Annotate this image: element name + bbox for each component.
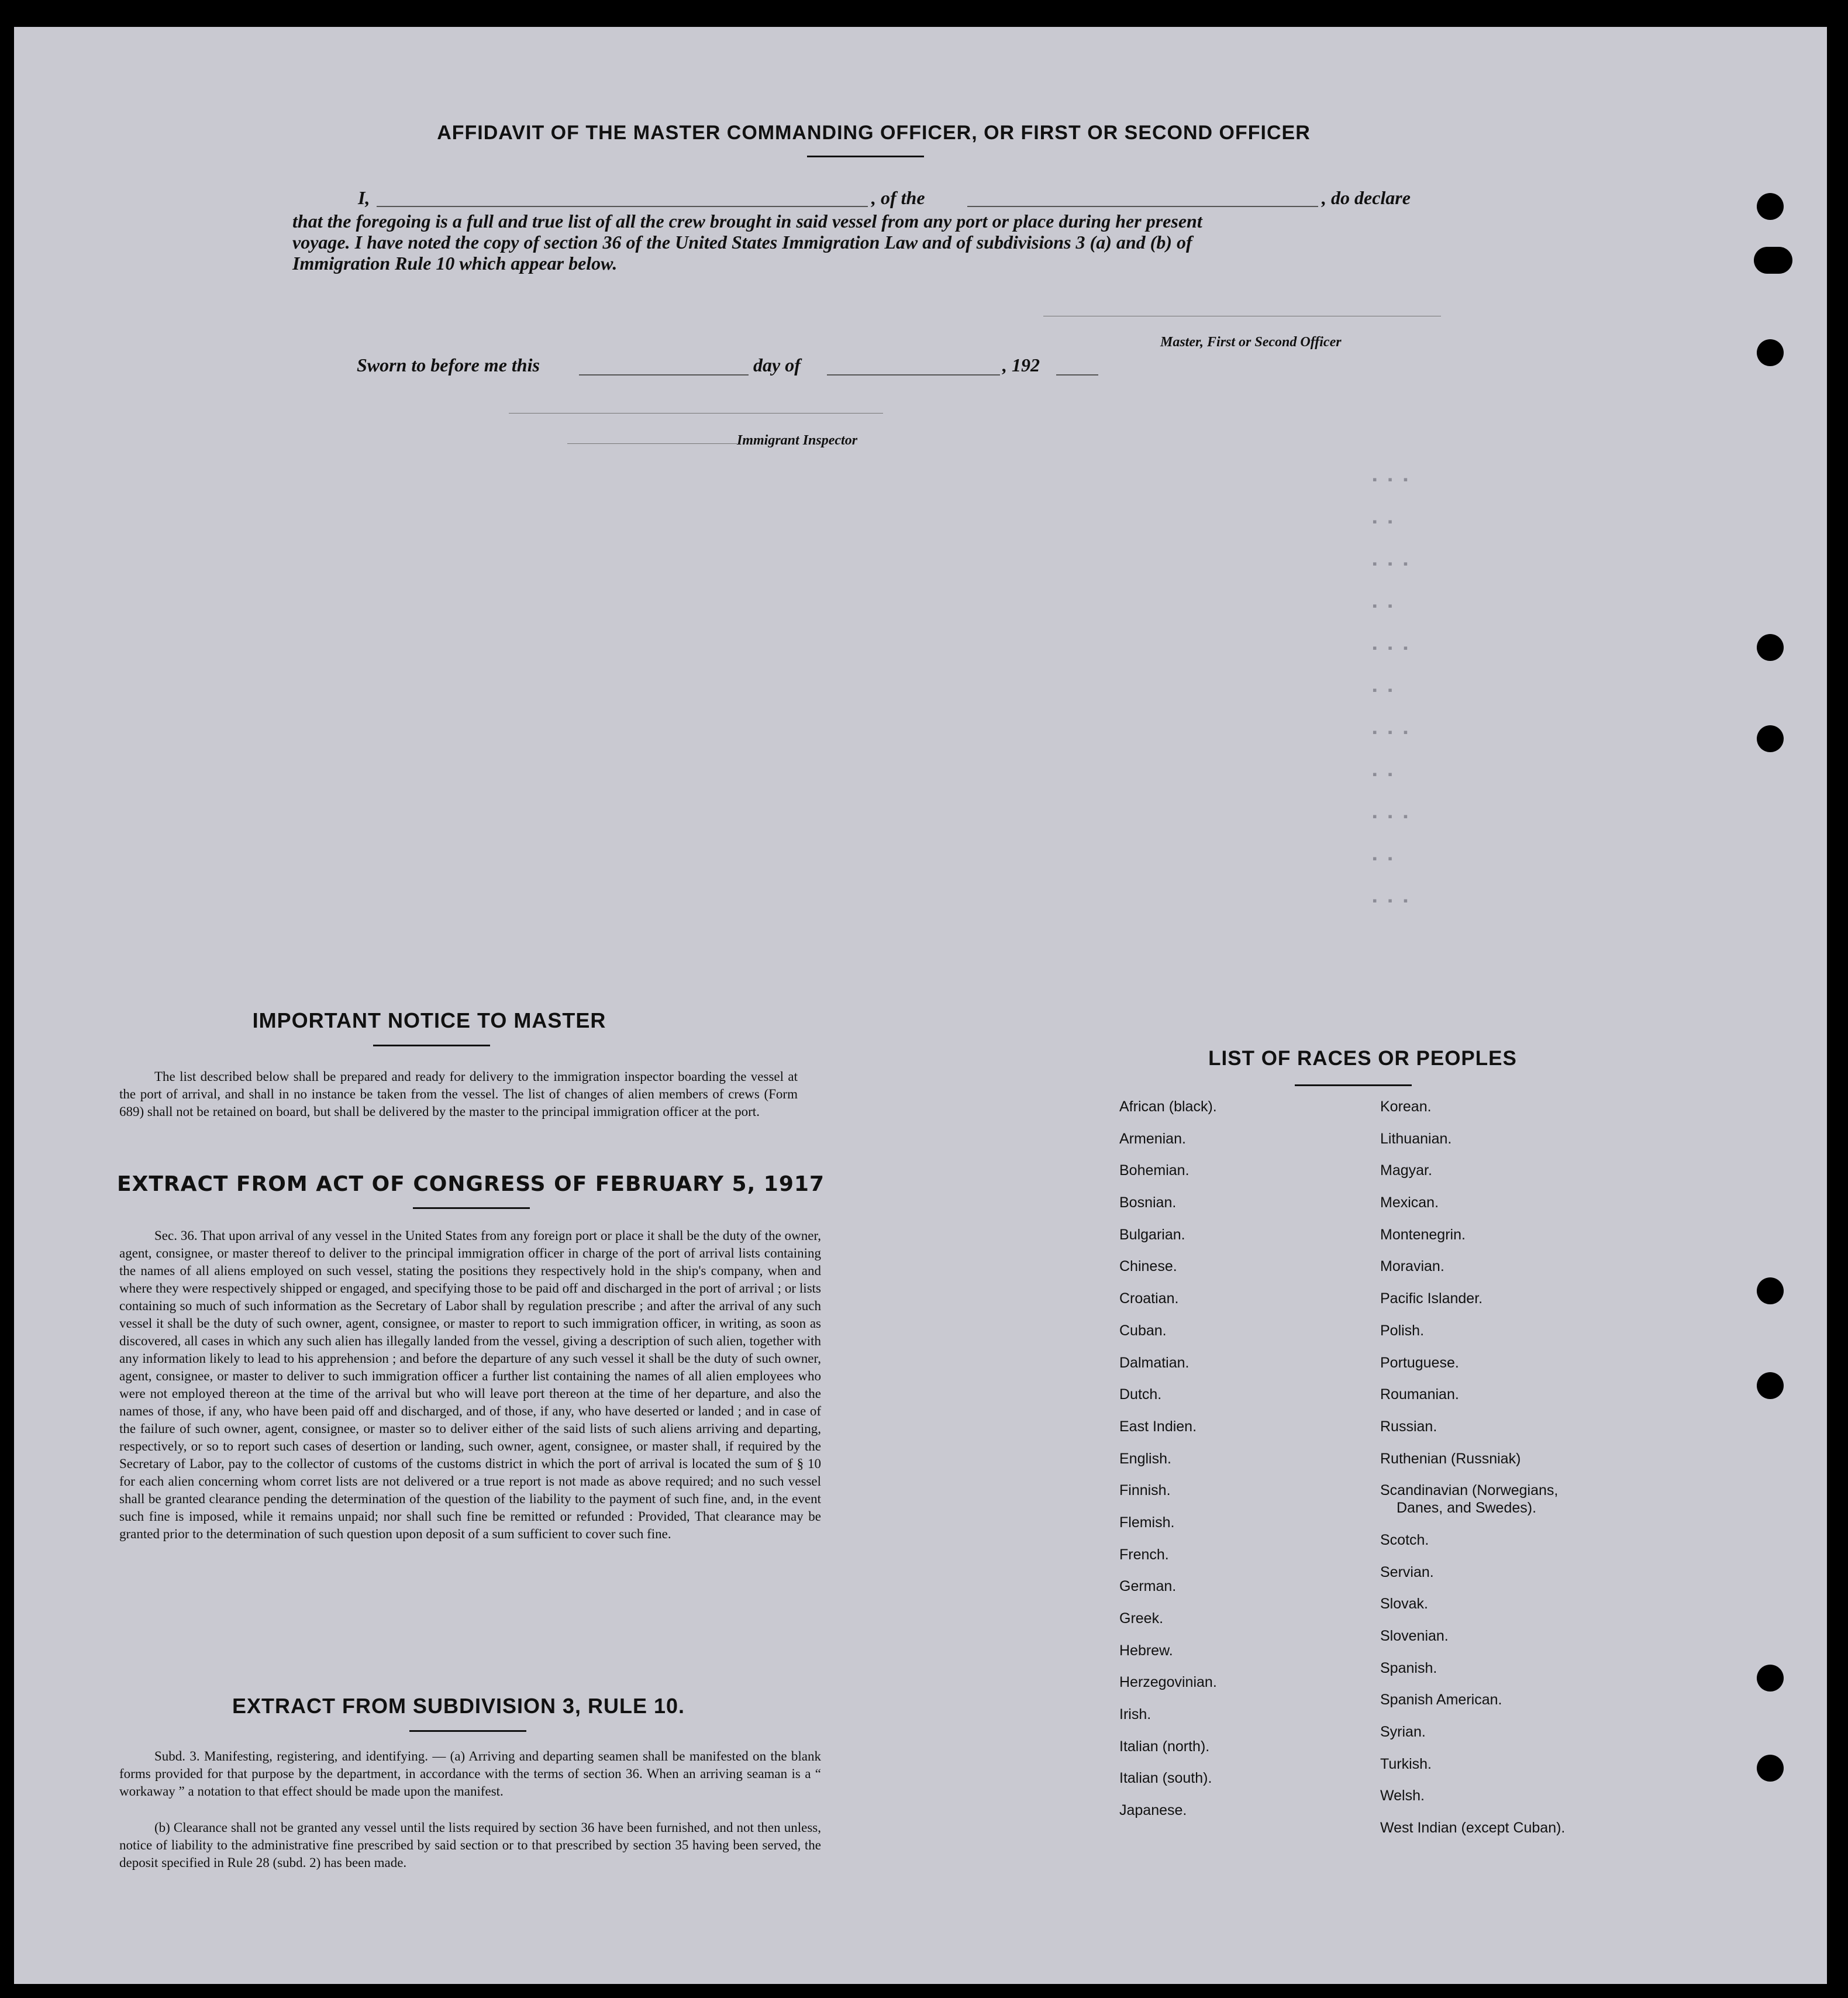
race-item: Dalmatian. [1119,1354,1190,1371]
race-item: Flemish. [1119,1514,1175,1531]
name-blank[interactable] [377,206,868,207]
race-item: Hebrew. [1119,1642,1173,1659]
race-item: African (black). [1119,1098,1217,1115]
race-item: Cuban. [1119,1322,1167,1339]
race-item: East Indien. [1119,1418,1197,1435]
inspector-short-blank[interactable] [567,443,737,444]
race-item: Montenegrin. [1380,1226,1466,1243]
race-item: Slovenian. [1380,1628,1449,1644]
race-item: Chinese. [1119,1258,1177,1275]
race-item: Armenian. [1119,1130,1186,1147]
document-page [14,27,1827,1984]
race-item: Herzegovinian. [1119,1674,1217,1691]
vessel-blank[interactable] [967,206,1318,207]
affidavit-title: AFFIDAVIT OF THE MASTER COMMANDING OFFICER, OR FIRST OR SECOND OFFICER [437,122,1311,144]
notice-underline [373,1045,490,1046]
races-underline [1295,1084,1412,1086]
race-item: German. [1119,1578,1177,1595]
race-item: Syrian. [1380,1724,1426,1741]
race-item: Portuguese. [1380,1354,1459,1371]
race-item: Bulgarian. [1119,1226,1185,1243]
race-item: Greek. [1119,1610,1164,1627]
race-item: Moravian. [1380,1258,1444,1275]
races-title: LIST OF RACES OR PEOPLES [1208,1047,1517,1070]
of-the-label: , of the [871,187,925,208]
rule-para-a: Subd. 3. Manifesting, registering, and identifying. — (a) Arriving and departing seamen shall be manifested on the blank forms provided for that purpose by the department, in accordance with the terms of section 36. When an arriving seaman is a “ workaway ” a notation to that effect should be made upon the manifest. [119,1749,821,1799]
race-item: Bohemian. [1119,1162,1190,1179]
race-item: Mexican. [1380,1194,1439,1211]
race-item: Slovak. [1380,1596,1428,1613]
races-left-column [1119,1098,1365,1834]
race-item: Bosnian. [1119,1194,1177,1211]
race-item: Finnish. [1119,1482,1171,1499]
punch-hole [1757,1665,1784,1692]
title-underline [807,156,924,157]
race-item: English. [1119,1450,1171,1467]
race-item: Japanese. [1119,1802,1187,1819]
race-item: Spanish American. [1380,1692,1502,1708]
race-item: Italian (south). [1119,1770,1212,1787]
sworn-day-blank[interactable] [579,374,749,376]
affidavit-line-2: voyage. I have noted the copy of section 36 of the United States Immigration Law and of subdivisions 3 (a) and (b) of [292,232,1192,253]
race-item: Italian (north). [1119,1738,1210,1755]
rule-extract-title: EXTRACT FROM SUBDIVISION 3, RULE 10. [232,1694,685,1718]
punch-hole [1757,725,1784,752]
race-item: Roumanian. [1380,1386,1459,1403]
race-item: Turkish. [1380,1755,1432,1772]
punch-hole [1757,1372,1784,1399]
race-item: Scandinavian (Norwegians, [1380,1482,1559,1499]
race-item: Welsh. [1380,1787,1425,1804]
race-item: Irish. [1119,1706,1151,1723]
punch-hole [1757,339,1784,366]
notice-title: IMPORTANT NOTICE TO MASTER [252,1008,606,1032]
bleed-through-column: ▪ ▪ ▪ ▪ ▪ ▪ ▪ ▪ ▪ ▪ ▪ ▪ ▪ ▪ ▪ ▪ ▪ ▪ ▪ ▪ ▪ ▪ ▪ ▪ ▪ ▪ ▪ ▪ [1371,473,1410,909]
race-item: West Indian (except Cuban). [1380,1820,1566,1837]
year-label: , 192 [1002,354,1040,376]
act-underline [413,1207,530,1209]
affidavit-line-1: that the foregoing is a full and true list of all the crew brought in said vessel from any port or place during her present [292,211,1202,232]
punch-hole [1757,634,1784,661]
race-item: Lithuanian. [1380,1130,1452,1147]
race-item: Russian. [1380,1418,1437,1435]
race-item: Ruthenian (Russniak) [1380,1450,1521,1467]
inspector-label: Immigrant Inspector [737,433,858,448]
rule-underline [409,1730,526,1732]
rule-para-b: (b) Clearance shall not be granted any vessel until the lists required by section 36 have been furnished, and not then unless, notice of liability to the administrative fine prescribed by said section or to that prescribed by section 35 having been served, the deposit specified in Rule 28 (subd. 2) has been made. [119,1820,821,1870]
punch-hole [1757,193,1784,220]
races-right-column [1380,1098,1626,1852]
affidavit-line-3: Immigration Rule 10 which appear below. [292,253,618,274]
i-label: I, [358,187,370,208]
do-declare-label: , do declare [1322,187,1411,208]
day-of-label: day of [753,354,801,376]
act-extract-body: Sec. 36. That upon arrival of any vessel in the United States from any foreign port or place it shall be the duty of the owner, agent, consignee, or master thereof to deliver to the principal immigration officer in charge of the port of arrival lists containing the names of all aliens employed on such vessel, stating the positions they respectively hold in the ship's company, when and where they were respectively shipped or engaged, and specifying those to be paid off and discharged in the port of arrival ; or lists containing so much of such information as the Secretary of Labor shall by regulation prescribe ; and after the arrival of any such vessel it shall be the duty of such owner, agent, consignee, or master to report to such immigration officer, in writing, as soon as discovered, all cases in which any such alien has illegally landed from the vessel, giving a description of such alien, together with any information likely to lead to his apprehension ; and before the departure of any such vessel it shall be the duty of such owner, agent, consignee, or master to deliver to such immigration officer a further list containing the names of all alien employees who were not employed thereon at the time of the arrival but who will leave port thereon at the time of her departure, and also the names of those, if any, who have been paid off and discharged, and of those, if any, who have deserted or landed ; and in case of the failure of such owner, agent, consignee, or master so to deliver either of the said lists of such aliens arriving and departing, respectively, or so to report such cases of desertion or landing, such owner, agent, consignee, or master shall, if required by the Secretary of Labor, pay to the collector of customs of the customs district in which the port of arrival is located the sum of § 10 for each alien concerning whom corret lists are not delivered or a true report is not made as above required; and no such vessel shall be granted clearance pending the determination of the question of the liability to the payment of such fine, and, in the event such fine is imposed, while it remains unpaid; nor shall such fine be remitted or refunded : Provided, That clearance may be granted prior to the determination of such question upon deposit of a sum sufficient to cover such fine. [119,1228,821,1541]
race-item: Servian. [1380,1563,1434,1580]
punch-hole [1757,1755,1784,1782]
race-item: Scotch. [1380,1531,1429,1548]
race-item: Croatian. [1119,1290,1179,1307]
race-item: French. [1119,1546,1169,1563]
race-item: Magyar. [1380,1162,1432,1179]
notice-body: The list described below shall be prepared and ready for delivery to the immigration inspector boarding the vessel at the port of arrival, and shall in no instance be taken from the vessel. The list of changes of alien members of crews (Form 689) shall not be retained on board, but shall be delivered by the master to the principal immigration officer at the port. [119,1069,798,1119]
sworn-label: Sworn to before me this [357,354,540,376]
inspector-signature-blank[interactable] [509,413,883,414]
race-item: Dutch. [1119,1386,1162,1403]
act-extract-title: EXTRACT FROM ACT OF CONGRESS OF FEBRUARY 5, 1917 [116,1172,825,1196]
year-blank[interactable] [1056,374,1098,376]
race-item: Pacific Islander. [1380,1290,1483,1307]
sworn-month-blank[interactable] [827,374,1000,376]
master-signature-label: Master, First or Second Officer [1160,335,1342,350]
punch-hole [1754,247,1792,274]
race-item: Spanish. [1380,1659,1437,1676]
race-item: Korean. [1380,1098,1432,1115]
race-item: Polish. [1380,1322,1425,1339]
punch-hole [1757,1277,1784,1304]
race-item: Danes, and Swedes). [1397,1500,1537,1517]
